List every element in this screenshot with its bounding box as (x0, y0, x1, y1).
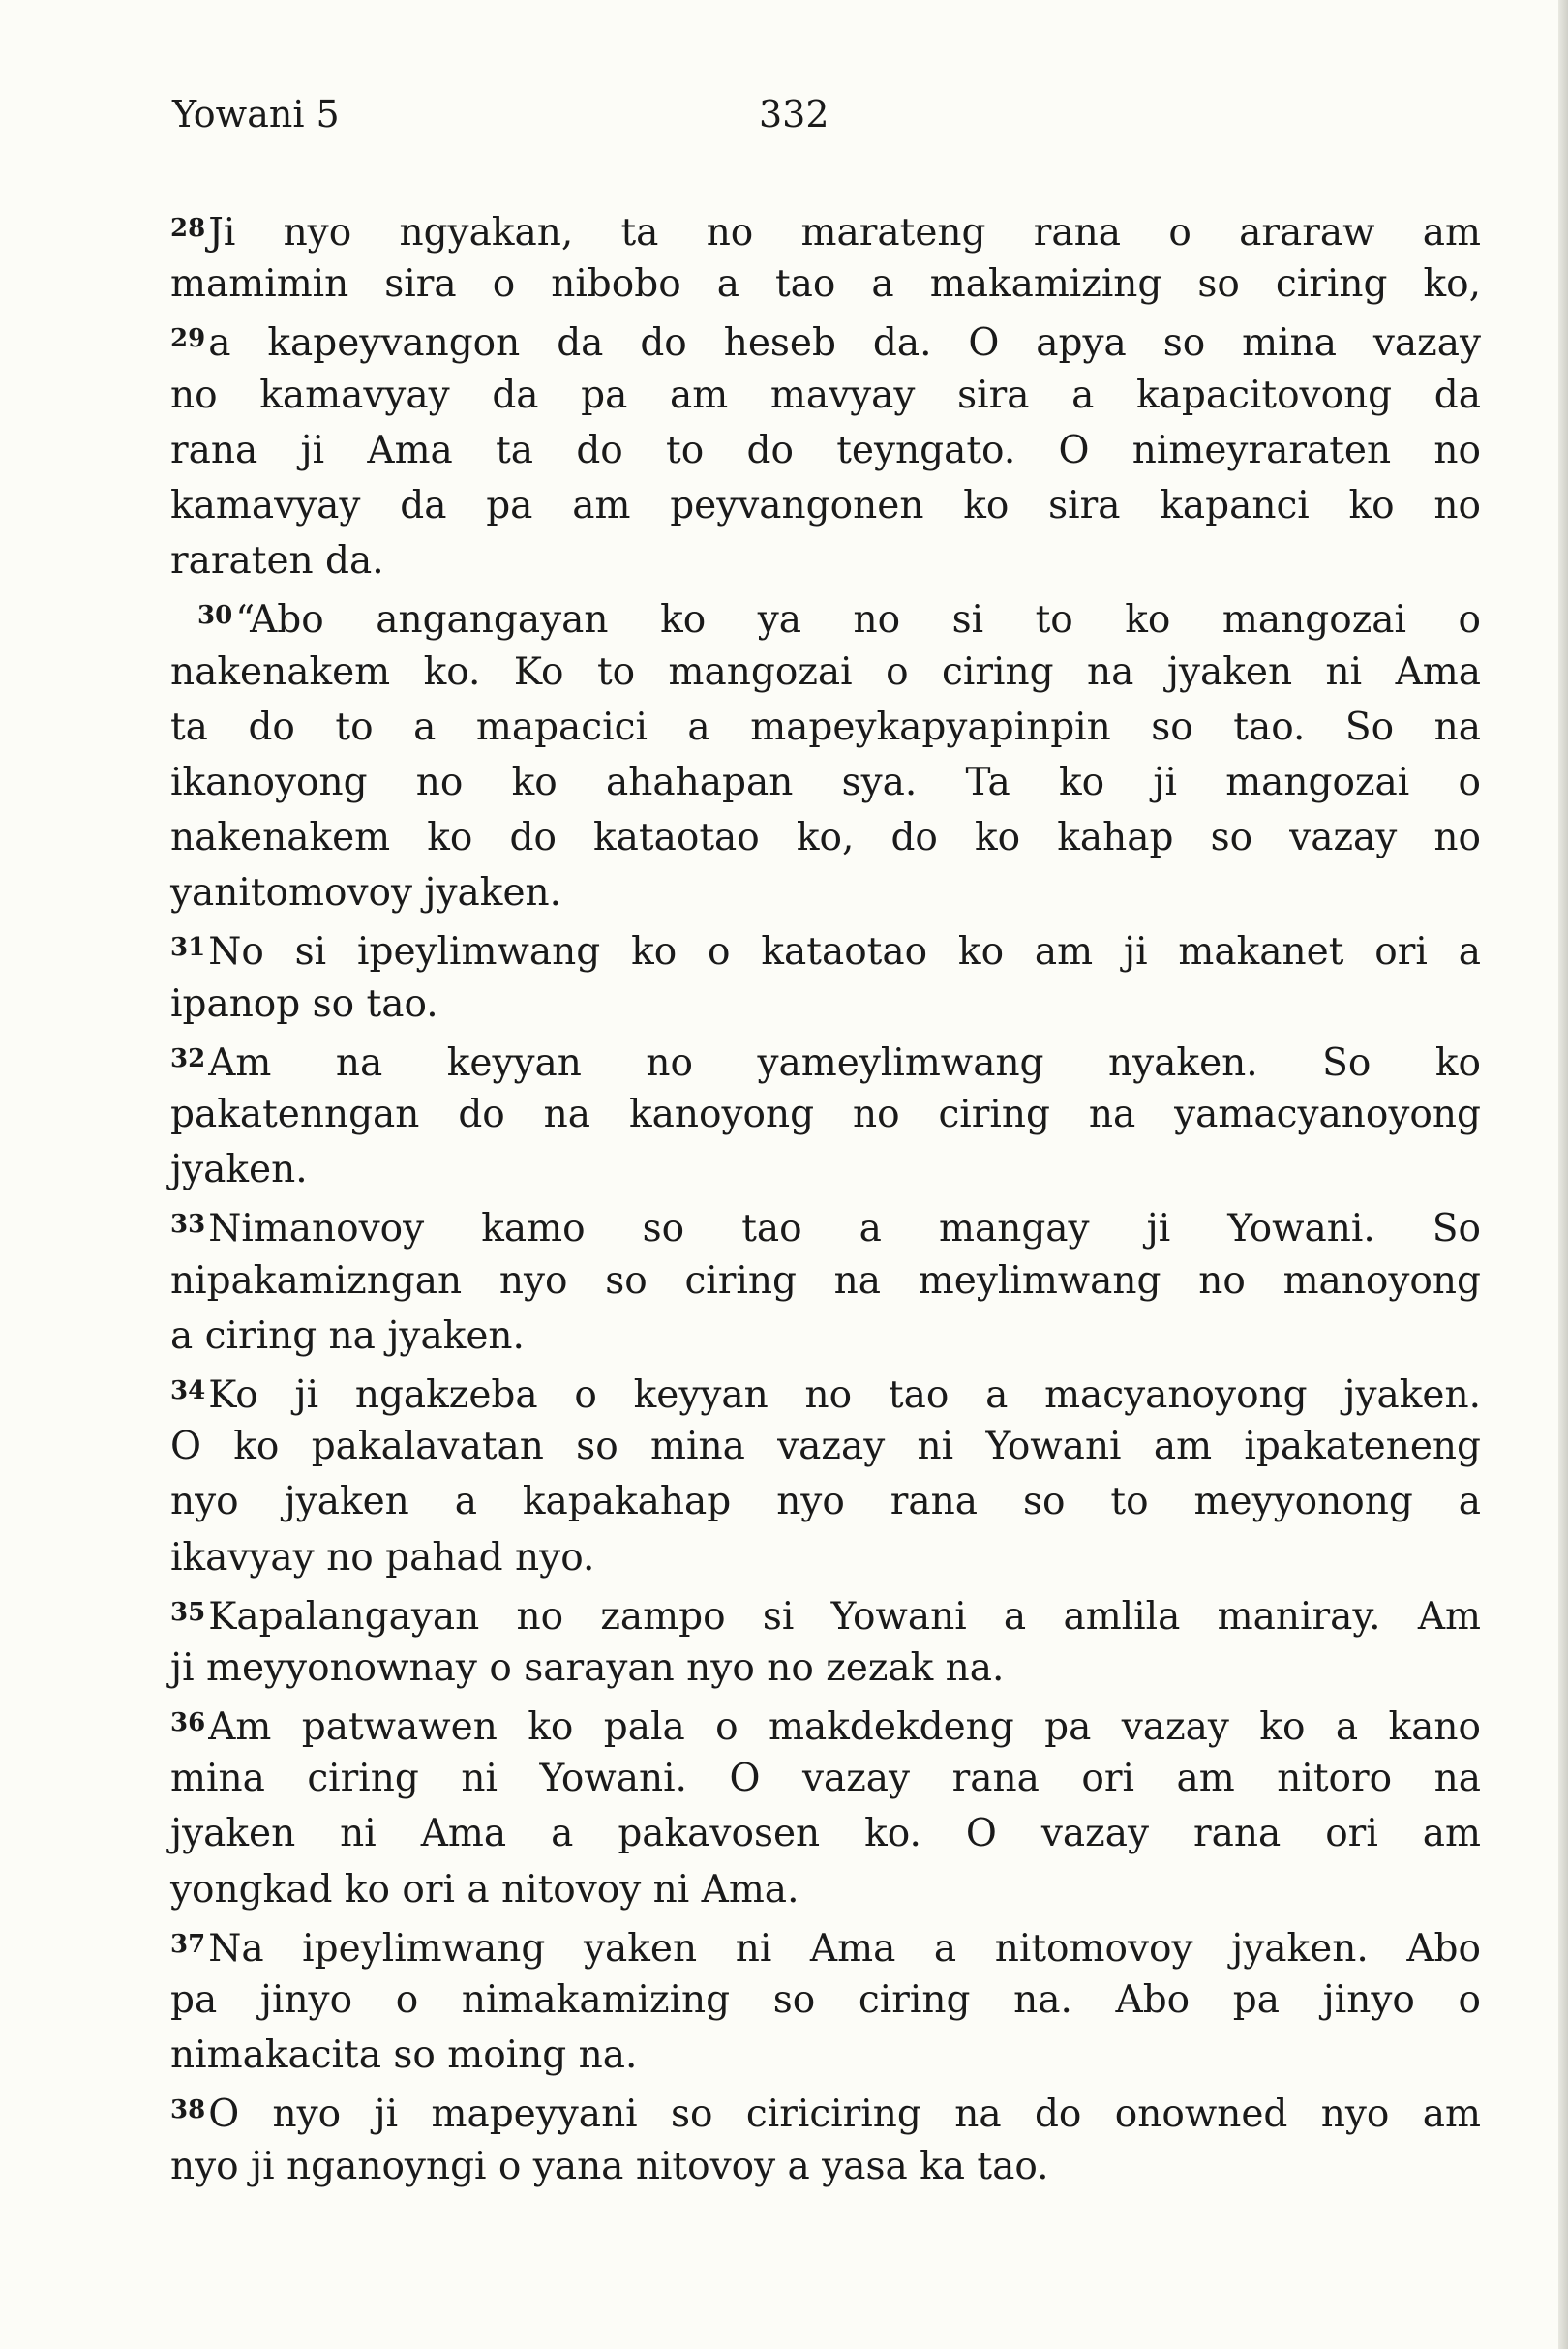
verse-text: yanitomovoy jyaken. (170, 871, 562, 916)
text-line (170, 1973, 1481, 2028)
text-line (170, 755, 1481, 810)
text-line (170, 1419, 1481, 1474)
text-line (170, 1032, 1481, 1087)
verse-text: ta do to a mapacici a mapeykapyapinpin so tao. So na (170, 705, 1481, 749)
verse-text: jyaken ni Ama a pakavosen ko. O vazay rana ori am (170, 1812, 1481, 1856)
verse-number: 30 (197, 601, 233, 631)
text-line (170, 1253, 1481, 1309)
verse-text: jyaken. (170, 1148, 308, 1192)
verse-text: kamavyay da pa am peyvangonen ko sira kapanci ko no (170, 483, 1481, 527)
text-line (170, 312, 1481, 367)
text-line (170, 423, 1481, 478)
verse-number: 38 (170, 2095, 206, 2125)
text-line (170, 1917, 1481, 1973)
verse-text: Ko ji ngakzeba o keyyan no tao a macyanoyong jyaken. (208, 1372, 1481, 1417)
verse-text: raraten da. (170, 539, 384, 584)
text-line (170, 700, 1481, 755)
verse-text: pa jinyo o nimakamizing so ciring na. Abo pa jinyo o (170, 1978, 1481, 2022)
verse-number: 36 (170, 1708, 206, 1738)
text-line (170, 1364, 1481, 1419)
text-line (170, 1530, 1481, 1585)
text-line (170, 810, 1481, 865)
text-line (170, 1197, 1481, 1252)
verse-text: no kamavyay da pa am mavyay sira a kapacitovong da (170, 373, 1481, 417)
text-line (170, 368, 1481, 423)
verse-text: Kapalangayan no zampo si Yowani a amlila maniray. Am (208, 1594, 1481, 1639)
verse-number: 35 (170, 1597, 206, 1627)
verse-text: nakenakem ko. Ko to mangozai o ciring na jyaken ni Ama (170, 649, 1481, 694)
verse-text: ikavyay no pahad nyo. (170, 1535, 595, 1580)
verse-number: 32 (170, 1043, 206, 1073)
page-number: 332 (759, 93, 829, 136)
text-line (170, 1142, 1481, 1197)
text-line (170, 1806, 1481, 1861)
text-line (170, 1696, 1481, 1751)
text-line (170, 920, 1481, 976)
running-header (172, 85, 1479, 143)
verse-text: No si ipeylimwang ko o kataotao ko am ji makanet ori a (208, 930, 1481, 975)
text-line (170, 1862, 1481, 1917)
page-edge (1558, 0, 1568, 2349)
verse-number: 34 (170, 1375, 206, 1405)
verse-text: Am patwawen ko pala o makdekdeng pa vazay ko a kano (208, 1705, 1481, 1750)
verse-text: mamimin sira o nibobo a tao a makamizing so ciring ko, (170, 262, 1481, 307)
text-line (170, 1641, 1481, 1696)
text-line (170, 2083, 1481, 2138)
verse-text: O ko pakalavatan so mina vazay ni Yowani am ipakateneng (170, 1425, 1481, 1469)
verse-text: nipakamizngan nyo so ciring na meylimwang no manoyong (170, 1258, 1481, 1303)
verse-text: Ji nyo ngyakan, ta no marateng rana o araraw am (208, 211, 1481, 255)
verse-text: a ciring na jyaken. (170, 1313, 525, 1358)
text-line (170, 533, 1481, 588)
text-line (170, 478, 1481, 533)
verse-text: nakenakem ko do kataotao ko, do ko kahap so vazay no (170, 816, 1481, 860)
text-line (170, 2139, 1481, 2194)
verse-text: nimakacita so moing na. (170, 2033, 638, 2078)
verse-number: 33 (170, 1210, 206, 1240)
verse-number: 29 (170, 324, 206, 354)
text-line (170, 865, 1481, 920)
text-line (170, 1309, 1481, 1364)
verse-text: nyo ji nganoyngi o yana nitovoy a yasa ka tao. (170, 2144, 1049, 2188)
verse-text: Na ipeylimwang yaken ni Ama a nitomovoy jyaken. Abo (208, 1926, 1481, 1971)
verse-text: ji meyyonownay o sarayan nyo no zezak na. (170, 1645, 1005, 1690)
text-line (170, 645, 1481, 700)
book-chapter-title: Yowani 5 (172, 93, 340, 136)
verse-text: pakatenngan do na kanoyong no ciring na yamacyanoyong (170, 1093, 1481, 1136)
verse-text: O nyo ji mapeyyani so ciriciring na do onowned nyo am (208, 2093, 1481, 2137)
verse-text: ikanoyong no ko ahahapan sya. Ta ko ji mangozai o (170, 760, 1481, 804)
verse-text: a kapeyvangon da do heseb da. O apya so mina vazay (208, 321, 1481, 366)
verse-number: 31 (170, 933, 206, 963)
scripture-text (170, 201, 1481, 2194)
verse-text: ipanop so tao. (170, 981, 438, 1026)
text-line (170, 1087, 1481, 1142)
verse-text: nyo jyaken a kapakahap nyo rana so to meyyonong a (170, 1480, 1481, 1524)
verse-text: Nimanovoy kamo so tao a mangay ji Yowani. So (208, 1207, 1481, 1251)
text-line (170, 201, 1481, 256)
verse-text: “Abo angangayan ko ya no si to ko mangozai o (235, 598, 1481, 643)
verse-text: Am na keyyan no yameylimwang nyaken. So ko (208, 1040, 1481, 1085)
verse-text: mina ciring ni Yowani. O vazay rana ori am nitoro na (170, 1757, 1481, 1801)
text-line (170, 2028, 1481, 2083)
text-line (170, 256, 1481, 312)
verse-number: 28 (170, 214, 206, 243)
verse-number: 37 (170, 1929, 206, 1959)
text-line (170, 1585, 1481, 1641)
text-line (170, 588, 1481, 644)
verse-text: yongkad ko ori a nitovoy ni Ama. (170, 1867, 799, 1912)
text-line (170, 1751, 1481, 1806)
text-line (170, 977, 1481, 1032)
verse-text: rana ji Ama ta do to do teyngato. O nimeyraraten no (170, 428, 1481, 472)
text-line (170, 1474, 1481, 1529)
